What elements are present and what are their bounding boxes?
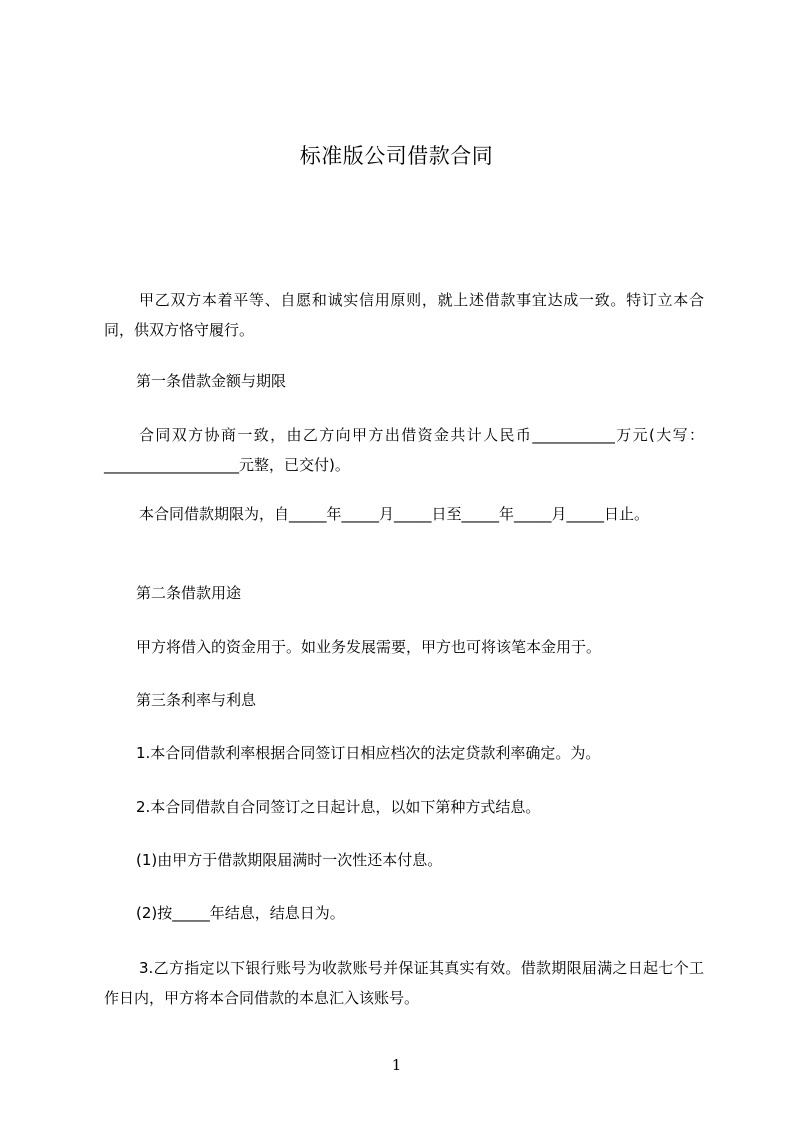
- article-1-heading: 第一条借款金额与期限: [136, 372, 287, 390]
- interest-settlement-clause: 2.本合同借款自合同签订之日起计息，以如下第种方式结息。: [136, 798, 541, 816]
- settlement-option-2: (2)按_____年结息，结息日为。: [136, 904, 345, 922]
- interest-rate-clause: 1.本合同借款利率根据合同签订日相应档次的法定贷款利率确定。为。: [136, 744, 601, 762]
- loan-amount-paragraph: 合同双方协商一致，由乙方向甲方出借资金共计人民币___________万元(大写：__________________元整，已交付)。: [104, 426, 704, 474]
- page-number: 1: [391, 1056, 402, 1074]
- settlement-option-1: (1)由甲方于借款期限届满时一次性还本付息。: [136, 851, 443, 869]
- loan-term-paragraph: 本合同借款期限为，自_____年_____月_____日至_____年_____月_____日止。: [139, 505, 650, 523]
- loan-purpose-paragraph: 甲方将借入的资金用于。如业务发展需要，甲方也可将该笔本金用于。: [136, 638, 602, 656]
- article-2-heading: 第二条借款用途: [136, 584, 242, 602]
- intro-paragraph: 甲乙双方本着平等、自愿和诚实信用原则，就上述借款事宜达成一致。特订立本合同，供双方恪守履行。: [104, 291, 704, 339]
- document-title: 标准版公司借款合同: [299, 144, 494, 168]
- bank-account-clause: 3.乙方指定以下银行账号为收款账号并保证其真实有效。借款期限届满之日起七个工作日内，甲方将本合同借款的本息汇入该账号。: [104, 959, 704, 1007]
- article-3-heading: 第三条利率与利息: [136, 691, 257, 709]
